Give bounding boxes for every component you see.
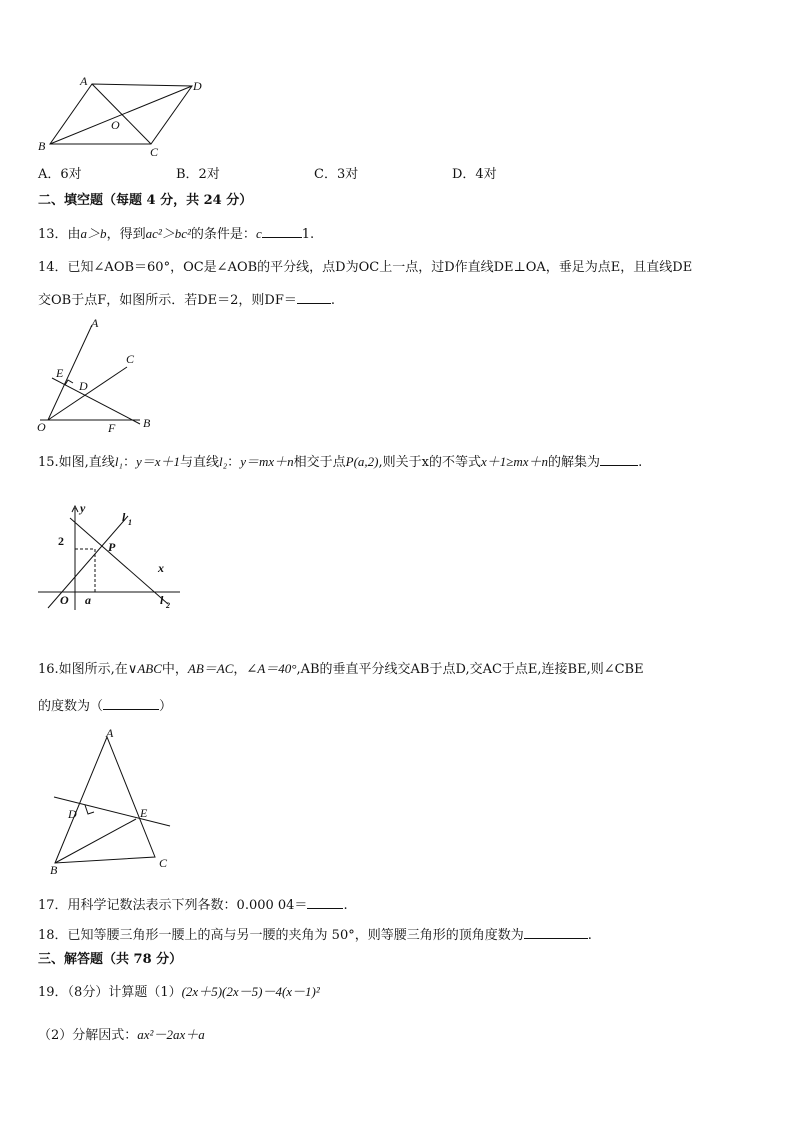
option-a: A．6对 [38, 167, 82, 182]
q13-tail: 的条件是： [190, 227, 256, 242]
q16-l1c: ,AB的垂直平分线交AB于点D,交AC于点E,连接BE,则∠CBE [296, 662, 644, 677]
q19b-expression: ax²－2ax＋a [137, 1027, 205, 1042]
label-f: F [108, 421, 116, 435]
question-13 [38, 225, 314, 243]
label-e: E [56, 366, 64, 380]
q18-end: . [587, 928, 592, 943]
q13-mid: ，得到 [106, 227, 146, 242]
q13-var: c [255, 226, 262, 241]
label-c: C [150, 145, 159, 159]
question-14-line1: 14．已知∠AOB＝60°，OC是∠AOB的平分线，点D为OC上一点，过D作直线DE⊥OA，垂足为点E，且直线DE [38, 260, 693, 275]
q16-l1b: 中， [161, 662, 188, 677]
q14-angle-figure [30, 315, 170, 435]
segment-be [55, 819, 136, 863]
label-a: A [80, 74, 88, 88]
label-l2-sub: 2 [166, 601, 170, 610]
triangle-abc [55, 737, 155, 863]
label-d: D [68, 807, 77, 821]
label-d: D [79, 379, 88, 393]
q16-triangle-figure [30, 725, 180, 880]
diagonal-ac [92, 84, 151, 144]
q15-l2: l₂ [219, 454, 228, 469]
question-15 [38, 453, 642, 471]
label-c: C [126, 352, 135, 366]
q15-p1: 15.如图,直线 [38, 455, 115, 470]
q14-line2-text: 交OB于点F，如图所示．若DE＝2，则DF＝ [38, 293, 297, 308]
option-c: C．3对 [314, 167, 359, 182]
label-l2: l [160, 593, 164, 607]
q15-p5: 的解集为 [548, 455, 601, 470]
option-b: B．2对 [176, 167, 220, 182]
question-16-line2 [38, 697, 172, 715]
label-b: B [38, 139, 46, 153]
question-18 [38, 926, 592, 944]
label-a: A [106, 726, 114, 740]
question-17 [38, 896, 348, 914]
label-a: A [91, 316, 99, 330]
q15-lines-figure [30, 498, 190, 618]
diagonal-bd [50, 86, 192, 144]
section-heading-fill-blank: 二、填空题（每题 4 分，共 24 分） [38, 193, 253, 208]
q12-parallelogram-figure [30, 72, 215, 162]
q14-answer-blank[interactable] [297, 291, 331, 304]
q16-triangle: ∨ABC [127, 661, 162, 676]
label-y: y [80, 501, 86, 515]
q15-c2: ： [227, 455, 241, 470]
label-o: O [37, 420, 46, 434]
q15-l1: l₁ [114, 454, 123, 469]
q16-sep: ， [233, 662, 247, 677]
q19b-head: （2）分解因式： [38, 1028, 138, 1043]
q15-point: P(a,2) [345, 454, 379, 469]
q16-l2b: ） [159, 699, 173, 714]
q18-answer-blank[interactable] [524, 926, 588, 939]
q19-expression: (2x＋5)(2x－5)－4(x－1)² [181, 984, 320, 999]
q13-inequality: ac²＞bc² [145, 226, 191, 241]
label-p: P [108, 540, 116, 554]
q13-end: 1. [301, 227, 315, 242]
label-b: B [50, 863, 58, 877]
q15-p3: 相交于点 [293, 455, 346, 470]
q16-answer-blank[interactable] [103, 697, 159, 710]
q14-end: . [330, 293, 335, 308]
q15-eq2: y＝mx＋n [240, 454, 294, 469]
question-14-line2 [38, 291, 335, 309]
label-b: B [143, 416, 151, 430]
label-l1-sub: 1 [128, 518, 132, 527]
q13-prefix: 13．由 [38, 227, 81, 242]
q13-condition: a＞b [80, 226, 107, 241]
q17-end: . [343, 898, 348, 913]
q16-eq1: AB＝AC [187, 661, 234, 676]
section-heading-solutions: 三、解答题（共 78 分） [38, 952, 183, 967]
q17-answer-blank[interactable] [307, 896, 343, 909]
label-two: 2 [58, 534, 64, 548]
q18-text: 18．已知等腰三角形一腰上的高与另一腰的夹角为 50°，则等腰三角形的顶角度数为 [38, 928, 524, 943]
question-16-line1 [38, 661, 644, 678]
line-l2 [70, 518, 168, 604]
q16-angle: ∠A＝40° [246, 661, 297, 676]
option-d: D．4对 [452, 167, 497, 182]
q17-text: 17．用科学记数法表示下列各数：0.000 04＝ [38, 898, 308, 913]
q15-inequality: x＋1≥mx＋n [480, 454, 549, 469]
q15-p4: ,则关于x的不等式 [378, 455, 481, 470]
label-o: O [60, 593, 69, 607]
q13-answer-blank[interactable] [262, 225, 302, 238]
question-19-part1 [38, 984, 320, 1001]
question-19-part2 [38, 1027, 205, 1044]
label-a: a [85, 593, 91, 607]
q19-head: 19．（8分）计算题（1） [38, 985, 182, 1000]
label-x: x [158, 561, 164, 575]
q16-l2a: 的度数为（ [38, 699, 104, 714]
label-c: C [159, 856, 168, 870]
label-o: O [111, 118, 120, 132]
q15-answer-blank[interactable] [600, 453, 638, 466]
q15-c1: ： [122, 455, 136, 470]
q15-p2: 与直线 [180, 455, 220, 470]
q15-eq1: y＝x＋1 [135, 454, 181, 469]
q15-end: . [638, 455, 643, 470]
label-l1: l [122, 510, 126, 524]
label-d: D [193, 79, 202, 93]
label-e: E [140, 806, 148, 820]
q16-l1a: 16.如图所示,在 [38, 662, 128, 677]
